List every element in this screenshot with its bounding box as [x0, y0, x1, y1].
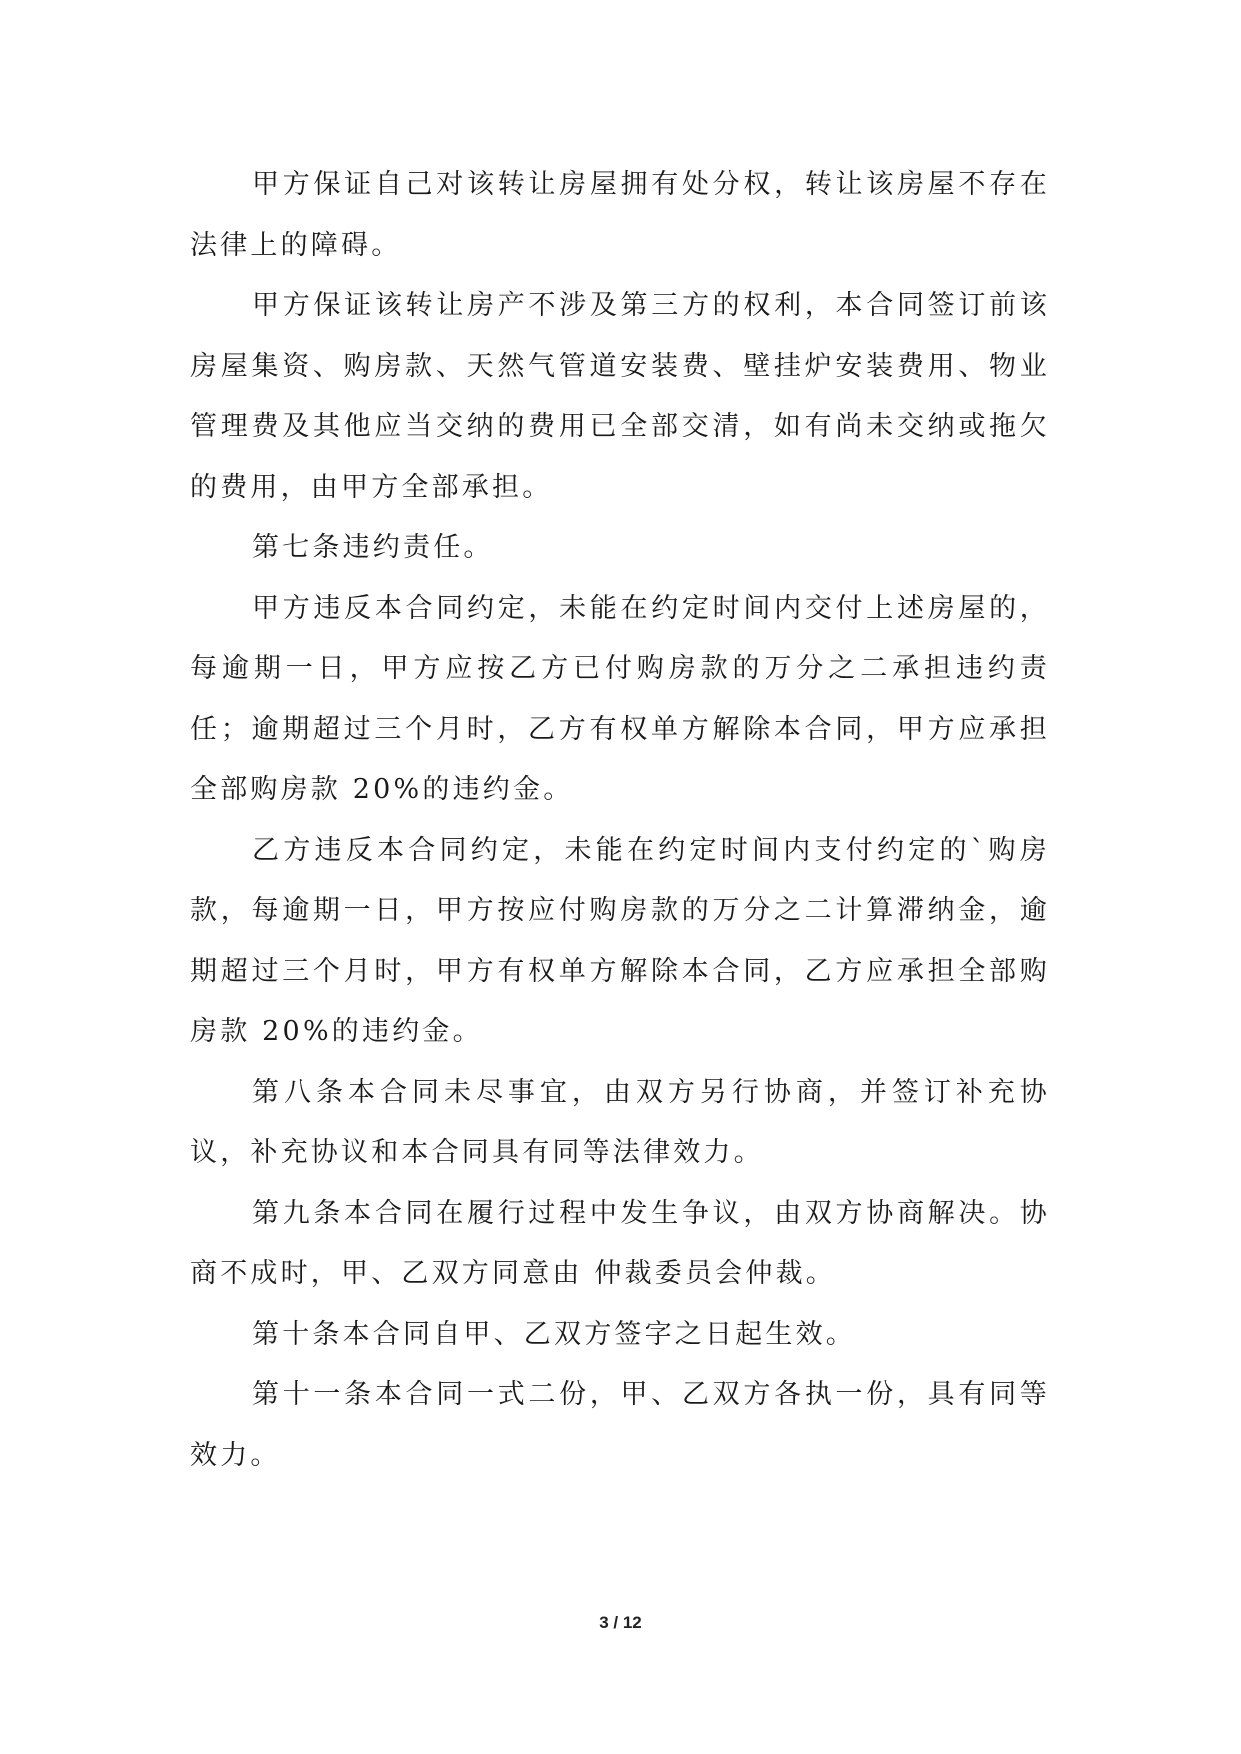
- paragraph-party-b-breach: 乙方违反本合同约定，未能在约定时间内支付约定的`购房款，每逾期一日，甲方按应付购房款的万分之二计算滞纳金，逾期超过三个月时，甲方有权单方解除本合同，乙方应承担全部购房款 20%的违约金。: [190, 834, 1050, 1047]
- page-number: 3 / 12: [599, 1613, 642, 1632]
- document-body: [190, 155, 1050, 1486]
- paragraph-article-7-heading: 第七条违约责任。: [252, 532, 494, 563]
- paragraph-article-10: 第十条本合同自甲、乙双方签字之日起生效。: [252, 1318, 856, 1350]
- paragraph-disposal-right: 甲方保证自己对该转让房屋拥有处分权，转让该房屋不存在法律上的障碍。: [190, 169, 1050, 261]
- paragraph-article-9: 第九条本合同在履行过程中发生争议，由双方协商解决。协商不成时，甲、乙双方同意由 仲裁委员会仲裁。: [190, 1197, 1050, 1289]
- paragraph-article-11: 第十一条本合同一式二份，甲、乙双方各执一份，具有同等效力。: [190, 1379, 1050, 1471]
- paragraph-party-a-breach: 甲方违反本合同约定，未能在约定时间内交付上述房屋的，每逾期一日，甲方应按乙方已付购房款的万分之二承担违约责任；逾期超过三个月时，乙方有权单方解除本合同，甲方应承担全部购房款 20%的违约金。: [190, 592, 1050, 805]
- paragraph-third-party-rights: 甲方保证该转让房产不涉及第三方的权利，本合同签订前该房屋集资、购房款、天然气管道安装费、壁挂炉安装费用、物业管理费及其他应当交纳的费用已全部交清，如有尚未交纳或拖欠的费用，由甲方全部承担。: [190, 290, 1050, 503]
- paragraph-article-8: 第八条本合同未尽事宜，由双方另行协商，并签订补充协议，补充协议和本合同具有同等法律效力。: [190, 1076, 1050, 1168]
